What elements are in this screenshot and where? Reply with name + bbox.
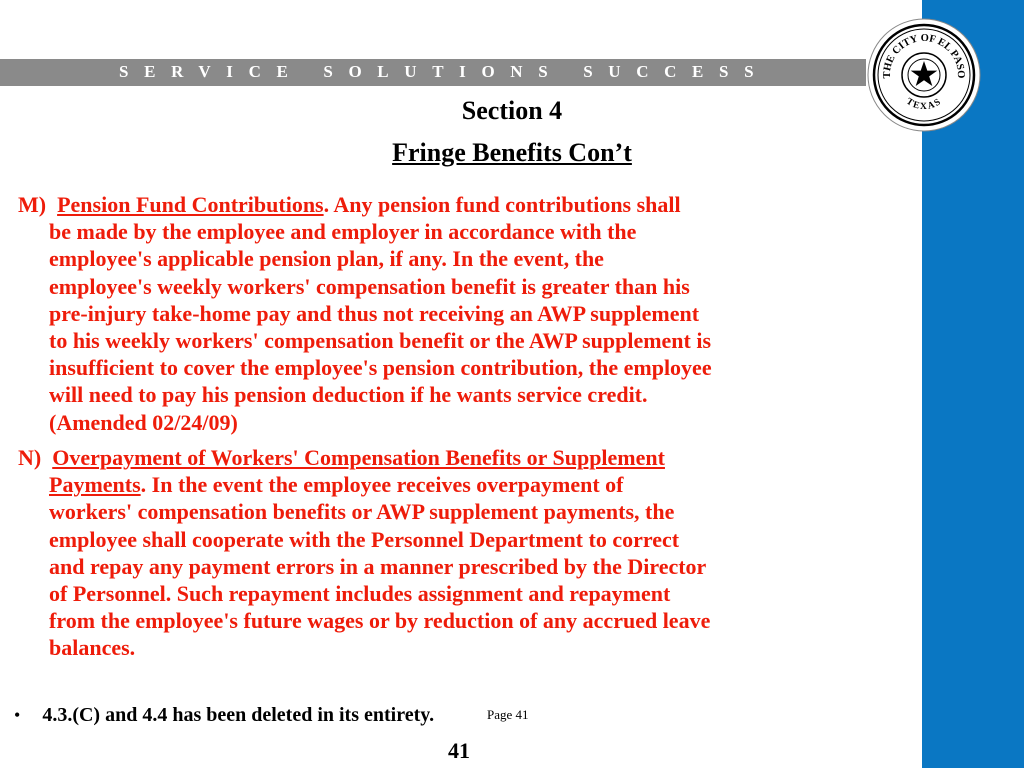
paragraph-m-marker: M) xyxy=(18,192,47,217)
page-number: 41 xyxy=(448,738,470,763)
paragraph-n-heading: Overpayment of Workers' Compensation Benefits or Supplement xyxy=(52,445,665,470)
paragraph-m-line: be made by the employee and employer in accordance with the xyxy=(49,219,637,245)
bullet-icon: • xyxy=(14,705,21,725)
banner-slogan: SERVICE SOLUTIONS SUCCESS xyxy=(119,62,770,81)
paragraph-n-first-line xyxy=(18,444,918,471)
seal-top-text: THE CITY OF EL PASO xyxy=(881,32,967,79)
paragraph-m-line: employee's weekly workers' compensation benefit is greater than his xyxy=(49,273,690,299)
paragraph-m-line: will need to pay his pension deduction if he wants service credit. xyxy=(49,382,648,408)
section-subtitle xyxy=(0,138,1024,168)
paragraph-m-heading: Pension Fund Contributions xyxy=(57,192,324,217)
paragraph-n-line: of Personnel. Such repayment includes assignment and repayment xyxy=(49,581,671,607)
paragraph-n-heading-cont: Payments xyxy=(49,472,141,498)
paragraph-m-line: pre-injury take-home pay and thus not receiving an AWP supplement xyxy=(49,300,700,326)
paragraph-n xyxy=(18,444,918,662)
bullet-note-text: 4.3.(C) and 4.4 has been deleted in its entirety. xyxy=(42,704,435,726)
paragraph-m-line: (Amended 02/24/09) xyxy=(49,409,238,435)
paragraph-n-marker: N) xyxy=(18,445,42,470)
seal-bottom-text: TEXAS xyxy=(904,96,944,113)
paragraph-n-line: . In the event the employee receives overpayment of xyxy=(140,472,624,498)
paragraph-n-line: and repay any payment errors in a manner prescribed by the Director xyxy=(49,553,707,579)
paragraph-m-line: . Any pension fund contributions shall xyxy=(323,192,681,217)
paragraph-m-first-line xyxy=(18,191,918,218)
page-label: Page 41 xyxy=(487,707,529,722)
bullet-note xyxy=(14,704,434,727)
paragraph-n-line: workers' compensation benefits or AWP supplement payments, the xyxy=(49,499,675,525)
paragraph-n-line: balances. xyxy=(49,635,136,661)
section-title: Section 4 xyxy=(461,96,563,125)
paragraph-m-line: to his weekly workers' compensation benefit or the AWP supplement is xyxy=(49,328,712,354)
paragraph-m-line: employee's applicable pension plan, if any. In the event, the xyxy=(49,246,604,272)
paragraph-n-line: employee shall cooperate with the Personnel Department to correct xyxy=(49,526,680,552)
paragraph-n-second-line xyxy=(18,471,918,498)
paragraph-m-line: insufficient to cover the employee's pension contribution, the employee xyxy=(49,355,712,381)
paragraph-m xyxy=(18,191,918,436)
section-subtitle-text: Fringe Benefits Con’t xyxy=(392,138,632,167)
paragraph-n-line: from the employee's future wages or by reduction of any accrued leave xyxy=(49,608,711,634)
